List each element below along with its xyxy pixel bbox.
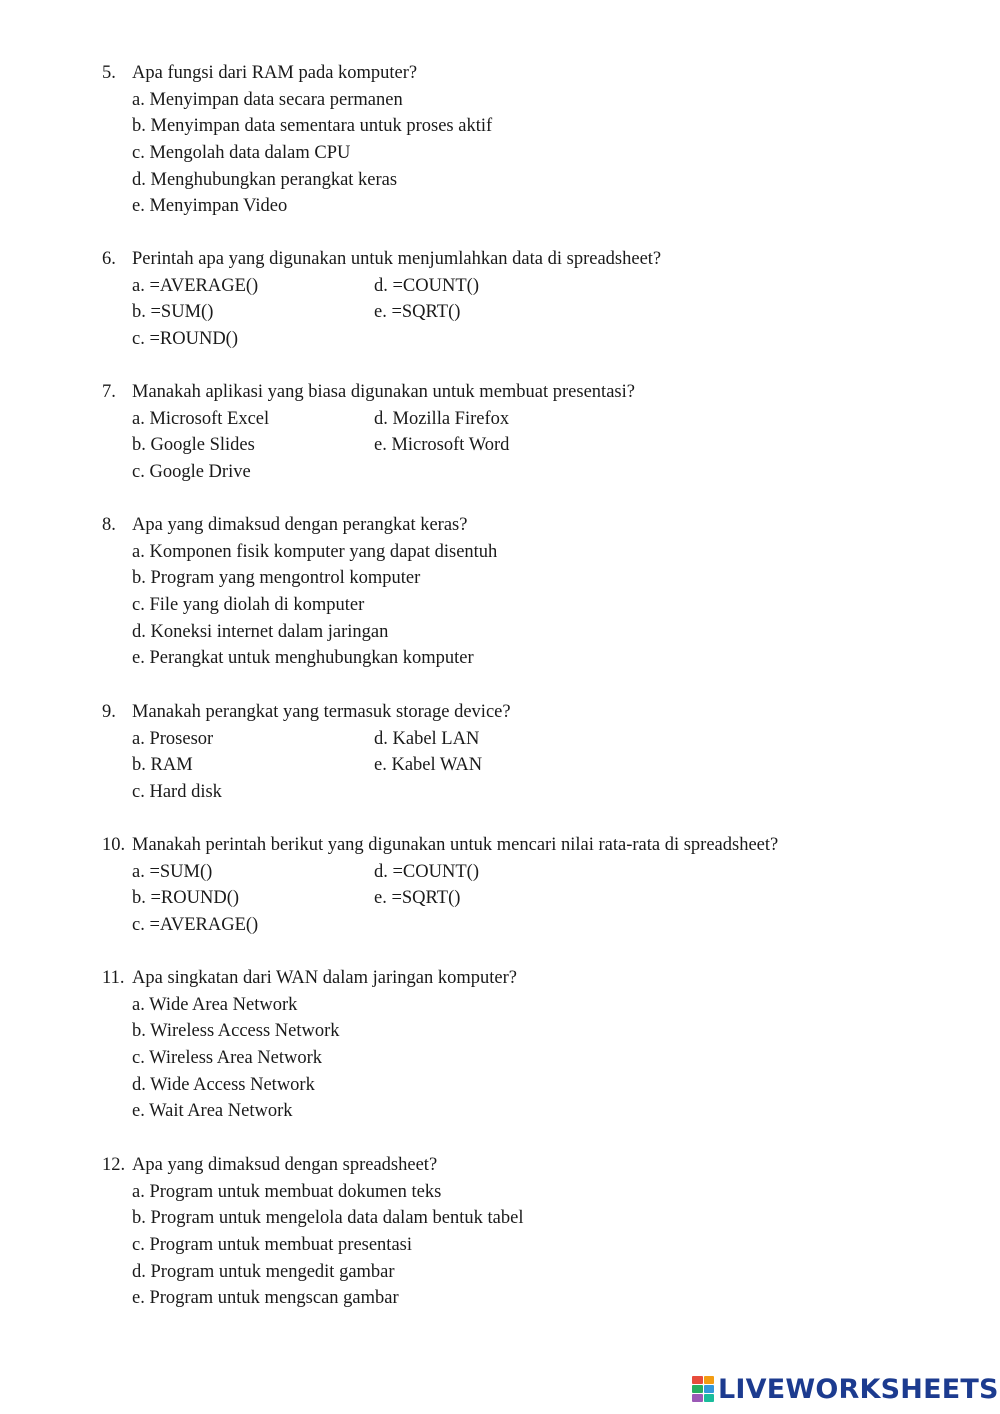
question-10 — [102, 832, 778, 939]
option-a: a. =SUM() — [132, 861, 213, 882]
option-d: d. Wide Access Network — [132, 1074, 315, 1095]
option-c: c. Hard disk — [132, 782, 222, 803]
question-text: Manakah aplikasi yang biasa digunakan untuk membuat presentasi? — [132, 382, 635, 402]
option-e: e. =SQRT() — [374, 888, 461, 909]
logo-block — [692, 1385, 703, 1393]
option-a: a. Microsoft Excel — [132, 408, 270, 429]
option-b: b. Google Slides — [132, 435, 255, 456]
option-a: a. Program untuk membuat dokumen teks — [132, 1181, 442, 1202]
logo-text: LIVEWORKSHEETS — [718, 1373, 999, 1405]
option-a: a. Prosesor — [132, 728, 214, 749]
question-text: Manakah perangkat yang termasuk storage device? — [132, 702, 511, 722]
option-b: b. =SUM() — [132, 302, 214, 323]
question-8 — [102, 512, 497, 672]
question-number: 9. — [102, 702, 116, 722]
option-d: d. Program untuk mengedit gambar — [132, 1261, 395, 1282]
option-c: c. Program untuk membuat presentasi — [132, 1235, 413, 1256]
question-text: Apa yang dimaksud dengan spreadsheet? — [132, 1155, 438, 1175]
option-c: c. =AVERAGE() — [132, 915, 259, 936]
question-5 — [102, 60, 492, 220]
option-d: d. Mozilla Firefox — [374, 408, 510, 429]
option-b: b. Program yang mengontrol komputer — [132, 568, 421, 589]
option-b: b. RAM — [132, 755, 193, 776]
option-d: d. Kabel LAN — [374, 728, 480, 749]
question-text: Apa singkatan dari WAN dalam jaringan komputer? — [132, 968, 517, 988]
option-e: e. Microsoft Word — [374, 435, 510, 456]
option-e: e. Wait Area Network — [132, 1101, 293, 1122]
question-number: 10. — [102, 835, 126, 855]
option-c: c. Wireless Area Network — [132, 1048, 323, 1069]
option-d: d. =COUNT() — [374, 275, 479, 296]
question-6 — [102, 246, 674, 353]
question-11 — [102, 965, 517, 1125]
option-c: c. File yang diolah di komputer — [132, 595, 365, 616]
logo-block — [704, 1385, 715, 1393]
logo-blocks-icon — [692, 1376, 714, 1402]
option-e: e. Menyimpan Video — [132, 196, 288, 217]
question-text: Perintah apa yang digunakan untuk menjumlahkan data di spreadsheet? — [132, 249, 662, 269]
option-e: e. Program untuk mengscan gambar — [132, 1288, 399, 1309]
question-7 — [102, 379, 674, 486]
logo-block — [692, 1394, 703, 1402]
liveworksheets-logo[interactable] — [692, 1374, 999, 1404]
option-d: d. Menghubungkan perangkat keras — [132, 169, 398, 190]
logo-block — [704, 1376, 715, 1384]
option-c: c. =ROUND() — [132, 329, 238, 350]
option-c: c. Mengolah data dalam CPU — [132, 143, 351, 164]
option-c: c. Google Drive — [132, 462, 251, 483]
logo-block — [692, 1376, 703, 1384]
question-9 — [102, 699, 674, 806]
option-b: b. Menyimpan data sementara untuk proses aktif — [132, 116, 493, 137]
option-e: e. =SQRT() — [374, 302, 461, 323]
option-a: a. Menyimpan data secara permanen — [132, 89, 403, 110]
question-number: 5. — [102, 63, 116, 83]
question-text: Apa fungsi dari RAM pada komputer? — [132, 63, 418, 83]
question-number: 6. — [102, 249, 116, 269]
option-a: a. Wide Area Network — [132, 994, 298, 1015]
logo-block — [704, 1394, 715, 1402]
question-text: Apa yang dimaksud dengan perangkat keras? — [132, 515, 468, 535]
option-e: e. Kabel WAN — [374, 755, 483, 776]
option-d: d. =COUNT() — [374, 861, 479, 882]
question-12 — [102, 1152, 523, 1312]
option-a: a. Komponen fisik komputer yang dapat disentuh — [132, 541, 498, 562]
option-a: a. =AVERAGE() — [132, 275, 259, 296]
question-number: 7. — [102, 382, 116, 402]
option-b: b. =ROUND() — [132, 888, 240, 909]
option-e: e. Perangkat untuk menghubungkan komputer — [132, 648, 474, 669]
option-b: b. Wireless Access Network — [132, 1021, 340, 1042]
question-number: 12. — [102, 1155, 126, 1175]
question-number: 8. — [102, 515, 116, 535]
question-number: 11. — [102, 968, 125, 988]
question-text: Manakah perintah berikut yang digunakan untuk mencari nilai rata-rata di spreadsheet? — [132, 835, 779, 855]
option-b: b. Program untuk mengelola data dalam bentuk tabel — [132, 1208, 524, 1229]
option-d: d. Koneksi internet dalam jaringan — [132, 621, 389, 642]
